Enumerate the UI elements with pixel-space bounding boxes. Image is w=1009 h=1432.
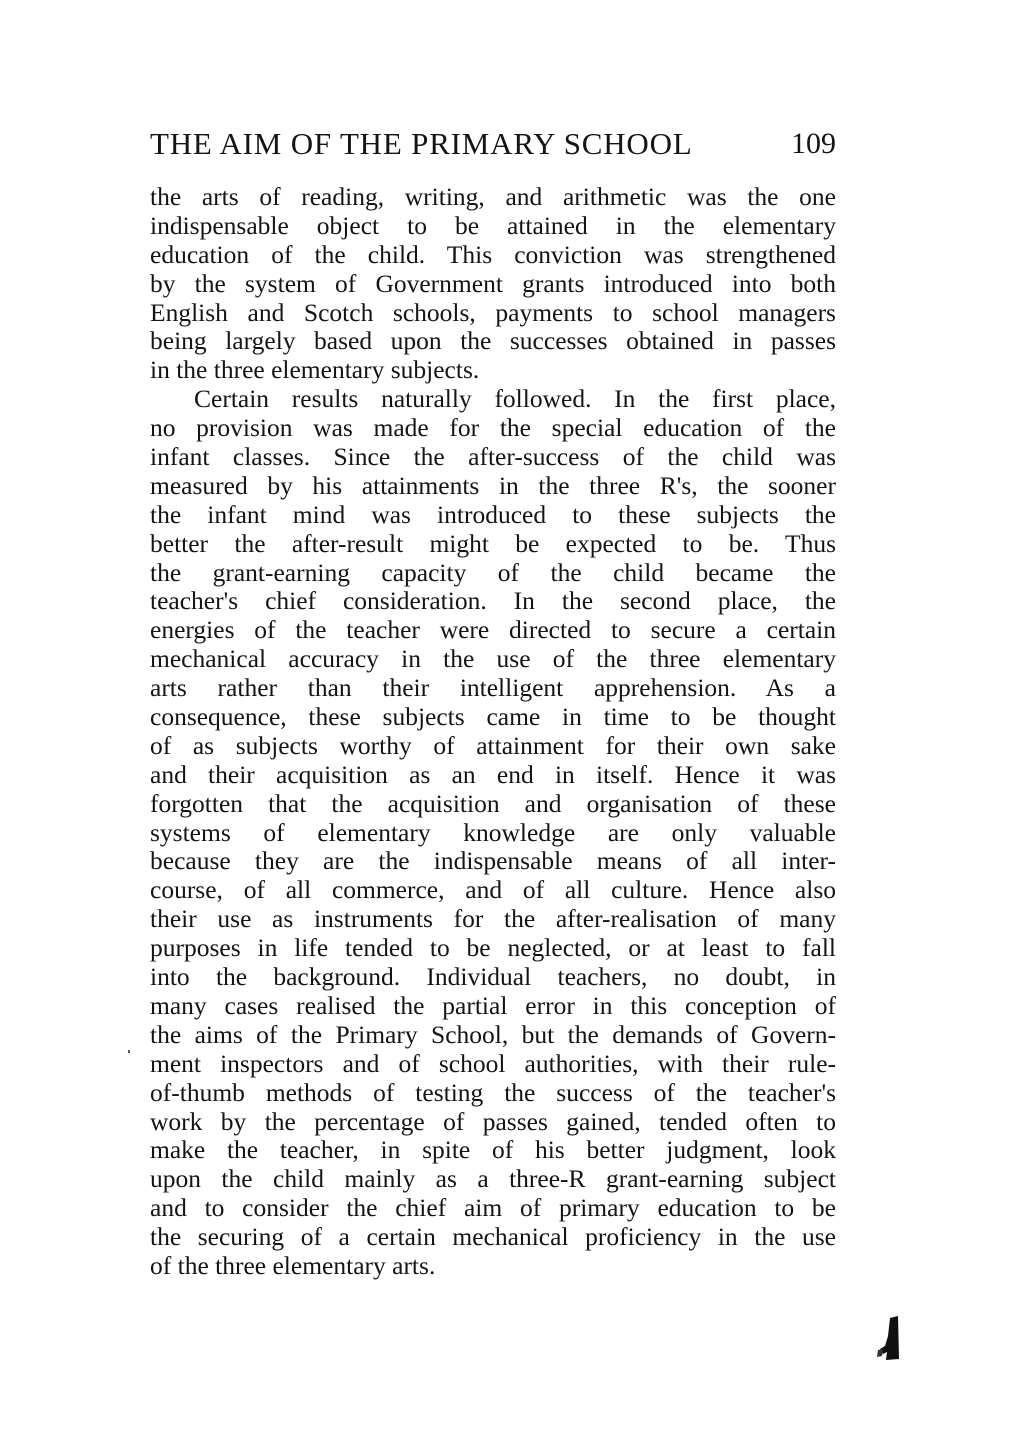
text-line: indispensable object to be attained in the elementary: [150, 210, 836, 240]
text-line: the grant-earning capacity of the child became the: [150, 557, 836, 587]
text-line: education of the child. This conviction was strengthened: [150, 239, 836, 269]
text-line: of as subjects worthy of attainment for their own sake: [150, 730, 836, 760]
text-line: many cases realised the partial error in this conception of: [150, 990, 836, 1020]
text-line: by the system of Government grants introduced into both: [150, 268, 836, 298]
text-line: the arts of reading, writing, and arithmetic was the one: [150, 182, 836, 211]
text-line: infant classes. Since the after-success of the child was: [150, 442, 836, 472]
text-line: and to consider the chief aim of primary education to be: [150, 1193, 836, 1223]
text-line: work by the percentage of passes gained, tended often to: [150, 1106, 836, 1136]
text-line: into the background. Individual teachers, no doubt, in: [150, 962, 836, 992]
text-line: Certain results naturally followed. In the first place,: [194, 384, 836, 414]
text-line: forgotten that the acquisition and organisation of these: [150, 788, 836, 818]
text-line: purposes in life tended to be neglected, or at least to fall: [150, 933, 836, 963]
running-title: THE AIM OF THE PRIMARY SCHOOL: [150, 126, 693, 161]
text-line: in the three elementary subjects.: [150, 355, 480, 385]
page-corner-ink-mark-icon: [876, 1316, 904, 1360]
text-line: the aims of the Primary School, but the demands of Govern-: [150, 1019, 836, 1049]
body-text: [150, 183, 836, 1281]
text-line: being largely based upon the successes obtained in passes: [150, 326, 836, 356]
text-line: measured by his attainments in the three R's, the sooner: [150, 470, 836, 500]
text-line: because they are the indispensable means of all inter-: [150, 846, 836, 876]
text-line: course, of all commerce, and of all culture. Hence also: [150, 875, 836, 905]
text-line: systems of elementary knowledge are only valuable: [150, 817, 836, 847]
text-line: consequence, these subjects came in time to be thought: [150, 702, 836, 732]
text-line: teacher's chief consideration. In the second place, the: [150, 586, 836, 616]
text-line: their use as instruments for the after-realisation of many: [150, 904, 836, 934]
text-line: mechanical accuracy in the use of the three elementary: [150, 644, 836, 674]
text-line: energies of the teacher were directed to secure a certain: [150, 615, 836, 645]
text-line: upon the child mainly as a three-R grant-earning subject: [150, 1164, 836, 1194]
text-line: English and Scotch schools, payments to school managers: [150, 297, 836, 327]
running-head: [150, 126, 836, 166]
paragraph-certain-results: [150, 385, 836, 1281]
text-line: arts rather than their intelligent apprehension. As a: [150, 673, 836, 703]
text-line: the infant mind was introduced to these subjects the: [150, 499, 836, 529]
text-line: and their acquisition as an end in itself. Hence it was: [150, 759, 836, 789]
stray-ink-dot: [128, 1050, 130, 1053]
text-line: better the after-result might be expected to be. Thus: [150, 528, 836, 558]
text-line: no provision was made for the special education of the: [150, 413, 836, 443]
page-number: 109: [791, 127, 836, 160]
paragraph-continued: [150, 183, 836, 385]
text-line: ment inspectors and of school authorities, with their rule-: [150, 1048, 836, 1078]
text-line: the securing of a certain mechanical proficiency in the use: [150, 1222, 836, 1252]
text-line: of-thumb methods of testing the success of the teacher's: [150, 1077, 836, 1107]
text-line: of the three elementary arts.: [150, 1250, 436, 1280]
text-line: make the teacher, in spite of his better judgment, look: [150, 1135, 836, 1165]
